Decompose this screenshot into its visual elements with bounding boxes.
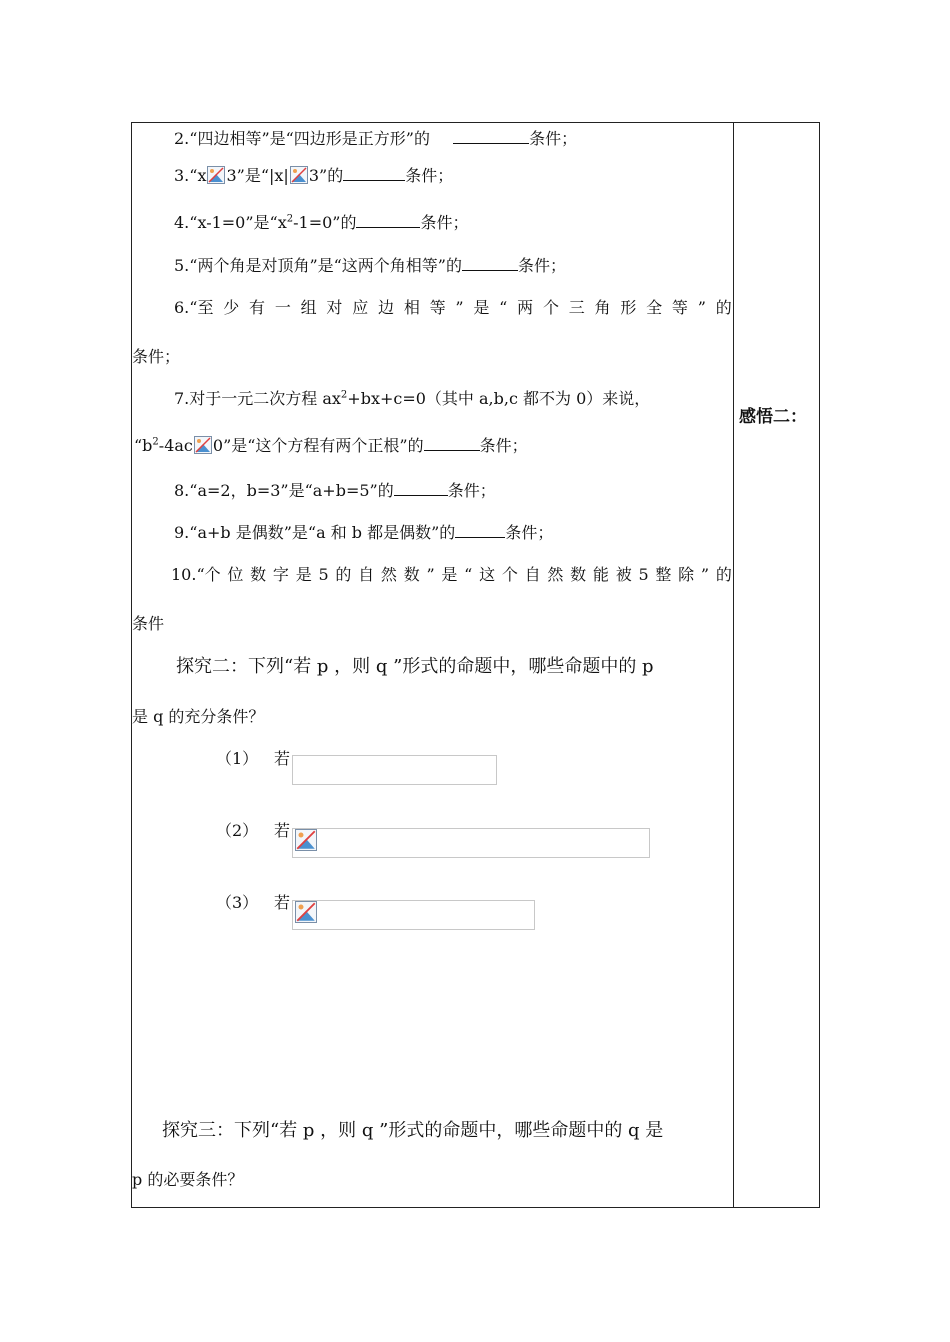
answer-blank[interactable]	[343, 164, 405, 181]
explore-2-item-2: （2）	[216, 821, 259, 840]
broken-image-icon	[194, 436, 212, 454]
answer-blank[interactable]	[424, 434, 480, 451]
question-9: 9.“a+b 是偶数”是“a 和 b 都是偶数”的 条件；	[174, 523, 554, 542]
question-6: 6.“至 少 有 一 组 对 应 边 相 等 ” 是 “ 两 个 三 角 形 全 等 ” 的	[174, 298, 732, 317]
broken-image-icon	[207, 166, 225, 184]
formula-box-1	[292, 755, 497, 785]
formula-box-2	[292, 828, 650, 858]
question-6-cont: 条件；	[132, 347, 181, 366]
question-8: 8.“a=2，b=3”是“a+b=5”的 条件；	[174, 481, 496, 500]
explore-2-item-1: （1）	[216, 749, 259, 768]
broken-image-icon	[295, 829, 317, 851]
answer-blank[interactable]	[394, 479, 448, 496]
answer-blank[interactable]	[453, 127, 529, 144]
explore-2-cont: 是 q 的充分条件？	[132, 707, 265, 726]
reflection-label: 感悟二：	[739, 407, 807, 427]
question-2: 2.“四边相等”是“四边形是正方形”的 条件；	[174, 129, 578, 148]
question-7-cont: “$b^2-4ac$ 0”是“这个方程有两个正根”的 条件；	[134, 436, 528, 455]
column-divider	[733, 122, 734, 1208]
question-10-cont: 条件	[132, 614, 165, 633]
question-7: 7.对于一元二次方程 $ax^2+bx+c=0$（其中 a,b,c 都不为 0）来说，	[174, 389, 651, 408]
explore-2-title: 探究二：下列“若 p ，则 q ”形式的命题中，哪些命题中的 p	[176, 656, 654, 677]
formula-box-3	[292, 900, 535, 930]
explore-2-item-3: （3）	[216, 893, 259, 912]
explore-3-cont: p 的必要条件？	[132, 1170, 244, 1189]
question-5: 5.“两个角是对顶角”是“这两个角相等”的 条件；	[174, 256, 567, 275]
answer-blank[interactable]	[356, 211, 420, 228]
question-4: 4.“x-1=0”是“$x^2-1=0$”的 条件；	[174, 213, 469, 232]
answer-blank[interactable]	[455, 521, 505, 538]
broken-image-icon	[290, 166, 308, 184]
explore-3-title: 探究三：下列“若 p ，则 q ”形式的命题中，哪些命题中的 q 是	[162, 1120, 664, 1141]
question-10: 10.“个 位 数 字 是 5 的 自 然 数 ” 是 “ 这 个 自 然 数 能 被 5 整 除 ” 的	[171, 565, 732, 584]
broken-image-icon	[295, 901, 317, 923]
answer-blank[interactable]	[462, 254, 518, 271]
question-3: 3.“x 3”是“|x| 3”的 条件；	[174, 166, 454, 185]
